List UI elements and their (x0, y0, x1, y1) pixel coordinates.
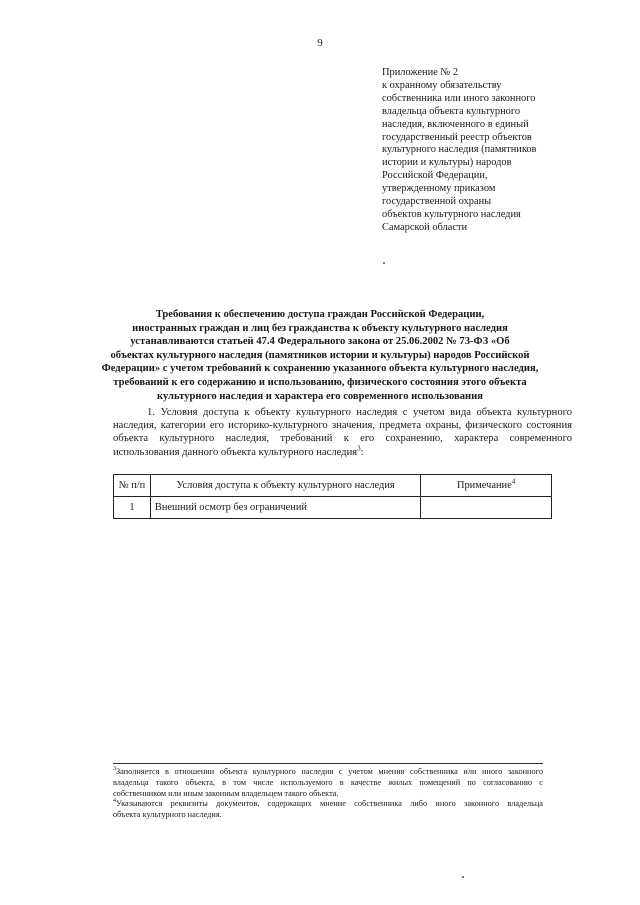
footnote-divider (113, 763, 543, 764)
paragraph-line: наследия, категории его историко-культурного значения, предмета охраны, физического состояния (113, 420, 572, 432)
title-line: требований к его содержанию и использованию, физического состояния этого объекта (113, 376, 527, 388)
appendix-line: государственный реестр объектов (382, 131, 532, 143)
header-note (421, 475, 552, 497)
footnote-mark-4: 4 (113, 798, 116, 805)
footnote-3-line (113, 767, 543, 778)
appendix-line: наследия, включенного в единый (382, 118, 529, 130)
footnote-ref-3[interactable]: 3 (357, 444, 361, 453)
title-line: устанавливаются статьей 47.4 Федерального закона от 25.06.2002 № 73-ФЗ «Об (130, 336, 510, 348)
paragraph-line: 1. Условия доступа к объекту культурного наследия с учетом вида объекта культурного (147, 407, 572, 418)
access-conditions-paragraph (113, 406, 572, 459)
row-num: 1 (114, 497, 151, 519)
row-note (421, 497, 552, 519)
footnote-text: владельца такого объекта, в том числе используемого в качестве жилых помещений по согласованию с (113, 777, 543, 787)
footnote-text: собственником или иным законным владельцем такого объекта. (113, 788, 339, 798)
title-line: культурного наследия и характера его современного использования (157, 390, 483, 402)
appendix-line: Приложение № 2 (382, 67, 459, 78)
appendix-line: Самарской области (382, 221, 468, 233)
title-line: объектах культурного наследия (памятников истории и культуры) народов Российской (110, 349, 530, 361)
appendix-line: объектов культурного наследия (382, 208, 521, 220)
document-title (100, 308, 540, 403)
title-line: Федерации» с учетом требований к сохранению указанного объекта культурного наследия, (101, 363, 539, 375)
table-row (114, 497, 552, 519)
row-condition: Внешний осмотр без ограничений (150, 497, 420, 519)
appendix-line: владельца объекта культурного (382, 105, 521, 117)
appendix-line: государственной охраны (382, 196, 492, 208)
scan-speck (383, 262, 385, 264)
appendix-line: культурного наследия (памятников (382, 144, 537, 156)
footnote-mark-3: 3 (113, 766, 116, 773)
footnote-ref-4[interactable]: 4 (511, 477, 516, 486)
page-number: 9 (317, 37, 323, 49)
title-line: Требования к обеспечению доступа граждан Российской Федерации, (155, 309, 485, 320)
header-note-label: Примечание (456, 480, 512, 491)
appendix-header (382, 67, 582, 235)
footnote-4-line (113, 799, 543, 810)
appendix-line: истории и культуры) народов (382, 157, 512, 169)
appendix-line: к охранному обязательству (382, 79, 502, 91)
paragraph-last-line (113, 446, 572, 459)
title-line: иностранных граждан и лиц без гражданства к объекту культурного наследия (132, 322, 508, 334)
footnote-text: Указываются реквизиты документов, содержащих мнение собственника либо иного законного владельца (116, 799, 543, 809)
footnotes (113, 767, 543, 821)
footnote-text: Заполняется в отношении объекта культурного наследия с учетом мнения собственника или иного законного (116, 767, 543, 776)
table-header-row (114, 475, 552, 497)
header-num: № п/п (114, 475, 151, 497)
footnote-text: объекта культурного наследия. (113, 810, 222, 820)
paragraph-line: использования данного объекта культурного наследия (113, 446, 358, 458)
paragraph-end-punct: : (360, 446, 364, 458)
appendix-line: собственника или иного законного (382, 92, 536, 104)
access-conditions-table (113, 474, 552, 519)
scan-speck (462, 876, 464, 878)
paragraph-line: объекта культурного наследия, требований к его сохранению, характера современного (113, 433, 572, 445)
appendix-line: утвержденному приказом (382, 183, 496, 195)
header-condition: Условия доступа к объекту культурного наследия (150, 475, 420, 497)
appendix-line: Российской Федерации, (382, 170, 488, 182)
